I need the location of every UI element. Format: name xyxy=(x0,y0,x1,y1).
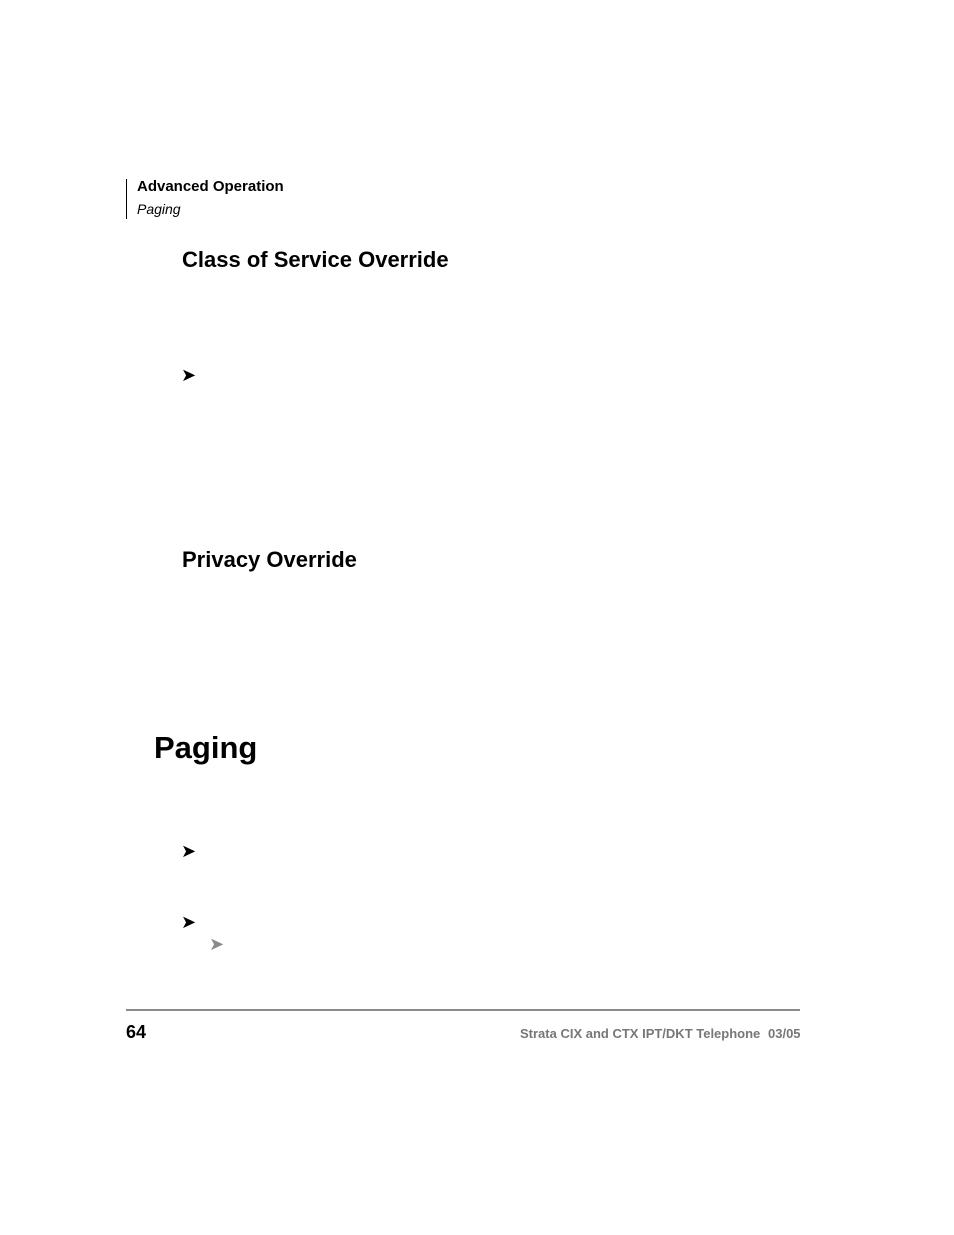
running-header-subsection: Paging xyxy=(137,201,181,217)
bullet-arrow-icon: ➤ xyxy=(181,841,197,861)
sub-bullet-arrow-icon: ➤ xyxy=(209,934,225,954)
heading-paging: Paging xyxy=(154,730,258,765)
bullet-arrow-icon: ➤ xyxy=(181,365,197,385)
running-header-section: Advanced Operation xyxy=(137,178,284,195)
heading-class-of-service-override: Class of Service Override xyxy=(182,247,449,272)
footer-document-title: Strata CIX and CTX IPT/DKT Telephone xyxy=(520,1026,761,1041)
bullet-arrow-icon: ➤ xyxy=(181,912,197,932)
header-vertical-rule xyxy=(126,179,127,219)
footer-rule xyxy=(126,1009,800,1011)
page-number: 64 xyxy=(126,1022,147,1042)
heading-privacy-override: Privacy Override xyxy=(182,547,357,572)
footer-date: 03/05 xyxy=(768,1026,801,1041)
